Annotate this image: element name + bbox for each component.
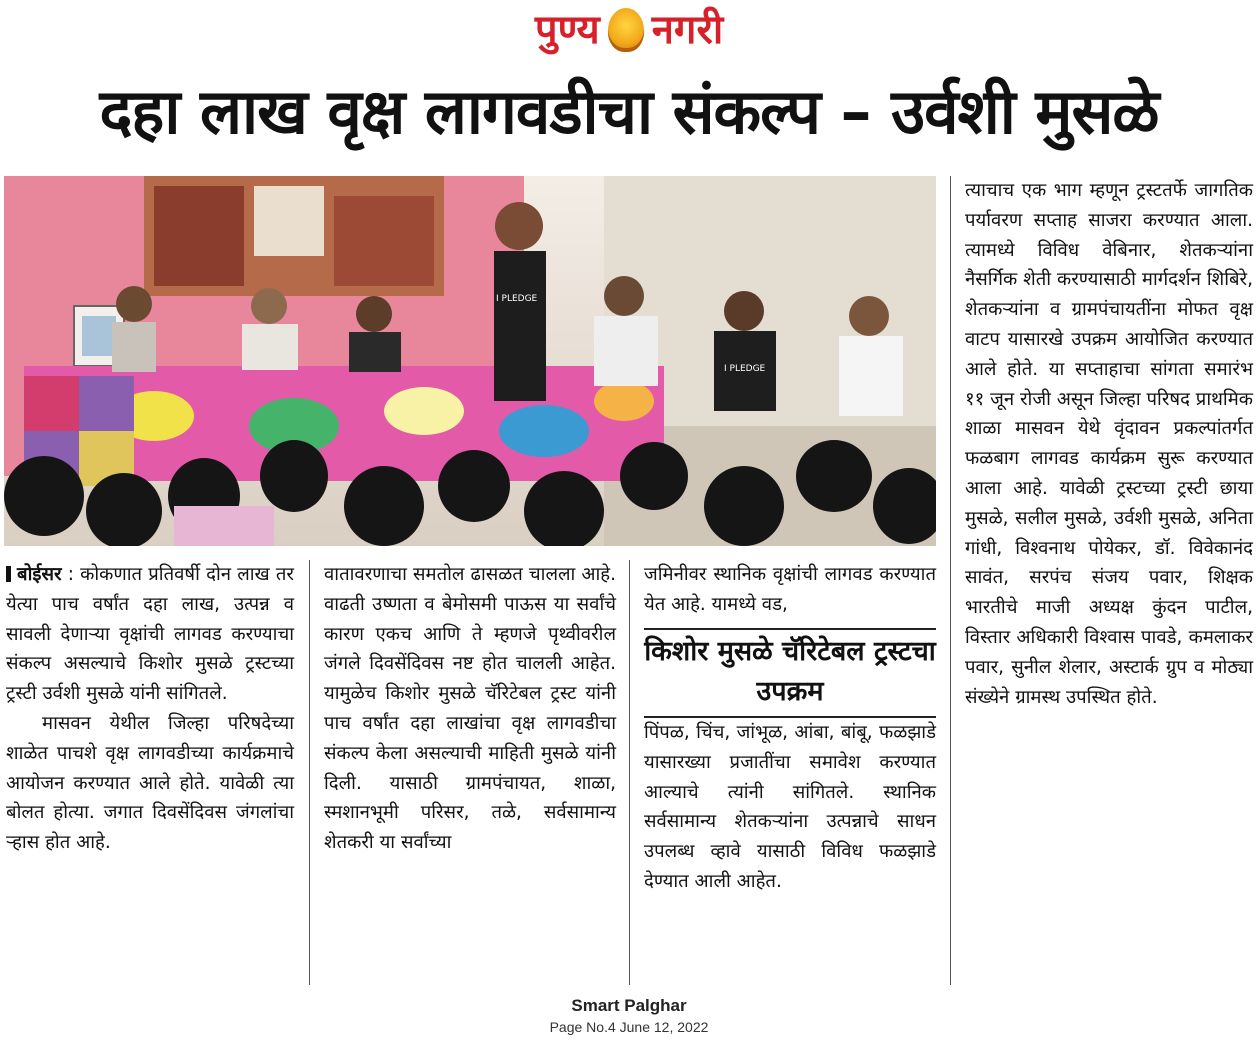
column-rule-2 [629,560,630,985]
article-paragraph-5: पिंपळ, चिंच, जांभूळ, आंबा, बांबू, फळझाडे यासारख्या प्रजातींचा समावेश करण्यात आल्याचे त्यांनी सांगितले. स्थानिक सर्वसामान्य शेतकऱ्यांना उत्पन्नाचे साधन उपलब्ध व्हावे यासाठी विविध फळझाडे देण्यात आली आहेत. [644,722,936,892]
event-photo-illustration [4,176,936,546]
deity-emblem-icon [608,8,644,52]
article-paragraph-3: वातावरणाचा समतोल ढासळत चालला आहे. वाढती उष्णता व बेमोसमी पाऊस या सर्वांचे कारण एकच आणि ते म्हणजे पृथ्वीवरील जंगले दिवसेंदिवस नष्ट होत चालली आहेत. यामुळेच किशोर मुसळे चॅरिटेबल ट्रस्ट यांनी पाच वर्षांत दहा लाखांचा वृक्ष लागवडीचा संकल्प केला असल्याची माहिती मुसळे यांनी दिली. यासाठी ग्रामपंचायत, शाळा, स्मशानभूमी परिसर, तळे, सर्वसामान्य शेतकरी या सर्वांच्या [324,564,616,854]
dateline: बोईसर [17,564,62,585]
column-rule-3 [950,176,951,985]
article-paragraph-4: जमिनीवर स्थानिक वृक्षांची लागवड करण्यात येत आहे. यामध्ये वड, [644,564,936,615]
article-column-3-top [644,560,936,620]
article-text: मासवन येथील जिल्हा परिषदेच्या शाळेत पाचशे वृक्ष लागवडीच्या कार्यक्रमाचे आयोजन करण्यात आले होते. यावेळी त्या बोलत होत्या. जगात दिवसेंदिवस जंगलांचा ऱ्हास होत आहे. [6,712,294,854]
masthead [0,2,1258,58]
article-column-1 [6,560,294,858]
masthead-left-word: पुण्य [534,7,600,53]
article-column-4 [965,176,1253,712]
attendee-shirt-text: I PLEDGE [724,364,766,374]
page-footer [0,995,1258,1037]
article-column-2 [324,560,616,858]
article-paragraph-1: बोईसर : कोकणात प्रतिवर्षी दोन लाख तर येत्या पाच वर्षांत दहा लाख, उत्पन्न व सावली देणाऱ्या वृक्षांची लागवड करण्याचा संकल्प असल्याचे किशोर मुसळे ट्रस्टच्या ट्रस्टी उर्वशी मुसळे यांनी सांगितले. [6,564,294,705]
article-paragraph-6: त्याचाच एक भाग म्हणून ट्रस्टतर्फे जागतिक पर्यावरण सप्ताह साजरा करण्यात आला. त्यामध्ये विविध वेबिनार, शेतकऱ्यांना नैसर्गिक शेती करण्यासाठी मार्गदर्शन शिबिरे, शेतकऱ्यांना व ग्रामपंचायतींना मोफत वृक्ष वाटप यासारखे उपक्रम आयोजित करण्यात आले होते. या सप्ताहाचा सांगता समारंभ ११ जून रोजी असून जिल्हा परिषद प्राथमिक शाळा मासवन येथे वृंदावन प्रकल्पांतर्गत फळबाग लागवड कार्यक्रम सुरू करण्यात आला आहे. यावेळी ट्रस्टच्या ट्रस्टी छाया मुसळे, सलील मुसळे, उर्वशी मुसळे, अनिता गांधी, विश्वनाथ पोयेकर, डॉ. विवेकानंद सावंत, सरपंच संजय पवार, शिक्षक भारतीचे माजी अध्यक्ष कुंदन पाटील, विस्तार अधिकारी विश्वास पावडे, कमलाकर पवार, सुनील शेलार, अस्टार्क ग्रुप व मोठ्या संख्येने ग्रामस्थ उपस्थित होते. [965,180,1253,708]
column-rule-1 [309,560,310,985]
headline: दहा लाख वृक्ष लागवडीचा संकल्प – उर्वशी मुसळे [99,75,1159,148]
event-photo [4,176,936,546]
publication-name: Smart Palghar [571,996,687,1015]
article-paragraph-2 [6,709,294,858]
speaker-shirt-text: I PLEDGE [496,294,538,304]
article-column-3-bottom [644,718,936,897]
article-text: कोकणात प्रतिवर्षी दोन लाख तर येत्या पाच वर्षांत दहा लाख, उत्पन्न व सावली देणाऱ्या वृक्षांची लागवड करण्याचा संकल्प असल्याचे किशोर मुसळे ट्रस्टच्या ट्रस्टी उर्वशी मुसळे यांनी सांगितले. [6,564,294,705]
masthead-right-word: नगरी [651,7,724,53]
dateline-marker [6,566,11,582]
sub-heading: किशोर मुसळे चॅरिटेबल ट्रस्टचा उपक्रम [644,628,936,718]
page-info: Page No.4 June 12, 2022 [549,1019,709,1035]
